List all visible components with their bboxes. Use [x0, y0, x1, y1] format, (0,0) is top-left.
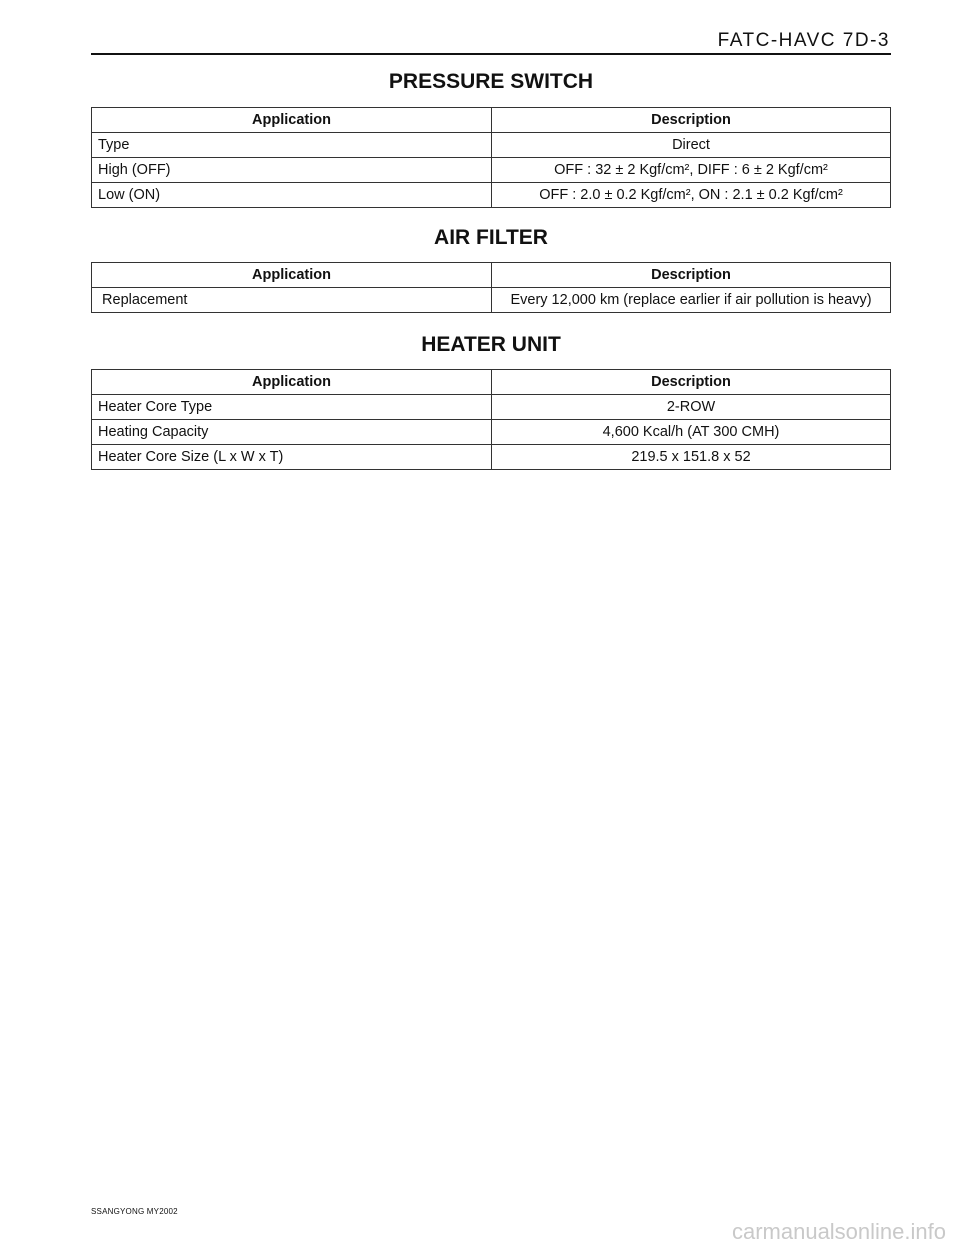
- description-cell: 219.5 x 151.8 x 52: [492, 445, 891, 470]
- table-row: [92, 183, 891, 208]
- heater-unit-table: [91, 369, 891, 470]
- column-header-application: Application: [92, 108, 492, 133]
- table-row: [92, 288, 891, 313]
- table-header-row: [92, 263, 891, 288]
- section-title-pressure-switch: PRESSURE SWITCH: [388, 70, 594, 93]
- column-header-application: Application: [92, 263, 492, 288]
- table-header-row: [92, 108, 891, 133]
- table-row: [92, 445, 891, 470]
- column-header-description: Description: [492, 370, 891, 395]
- application-cell: High (OFF): [92, 158, 492, 183]
- description-cell: Every 12,000 km (replace earlier if air pollution is heavy): [492, 288, 891, 313]
- application-cell: Heater Core Size (L x W x T): [92, 445, 492, 470]
- table-row: [92, 395, 891, 420]
- table-row: [92, 158, 891, 183]
- table-header-row: [92, 370, 891, 395]
- table-row: [92, 133, 891, 158]
- description-cell: 4,600 Kcal/h (AT 300 CMH): [492, 420, 891, 445]
- application-cell: Type: [92, 133, 492, 158]
- section-title-heater-unit: HEATER UNIT: [421, 333, 561, 356]
- application-cell: Low (ON): [92, 183, 492, 208]
- description-cell: 2-ROW: [492, 395, 891, 420]
- air-filter-table: [91, 262, 891, 313]
- watermark-logo: carmanualsonline.info: [731, 1219, 946, 1244]
- header-rule: [91, 53, 891, 55]
- page-header-title: FATC-HAVC 7D-3: [717, 30, 890, 51]
- column-header-description: Description: [492, 108, 891, 133]
- pressure-switch-table: [91, 107, 891, 208]
- column-header-description: Description: [492, 263, 891, 288]
- description-cell: OFF : 32 ± 2 Kgf/cm², DIFF : 6 ± 2 Kgf/cm²: [492, 158, 891, 183]
- application-cell: Heating Capacity: [92, 420, 492, 445]
- column-header-application: Application: [92, 370, 492, 395]
- footer-text: SSANGYONG MY2002: [91, 1207, 178, 1216]
- description-cell: OFF : 2.0 ± 0.2 Kgf/cm², ON : 2.1 ± 0.2 Kgf/cm²: [492, 183, 891, 208]
- application-cell: Heater Core Type: [92, 395, 492, 420]
- description-cell: Direct: [492, 133, 891, 158]
- table-row: [92, 420, 891, 445]
- section-title-air-filter: AIR FILTER: [434, 226, 548, 249]
- application-cell: Replacement: [92, 288, 492, 313]
